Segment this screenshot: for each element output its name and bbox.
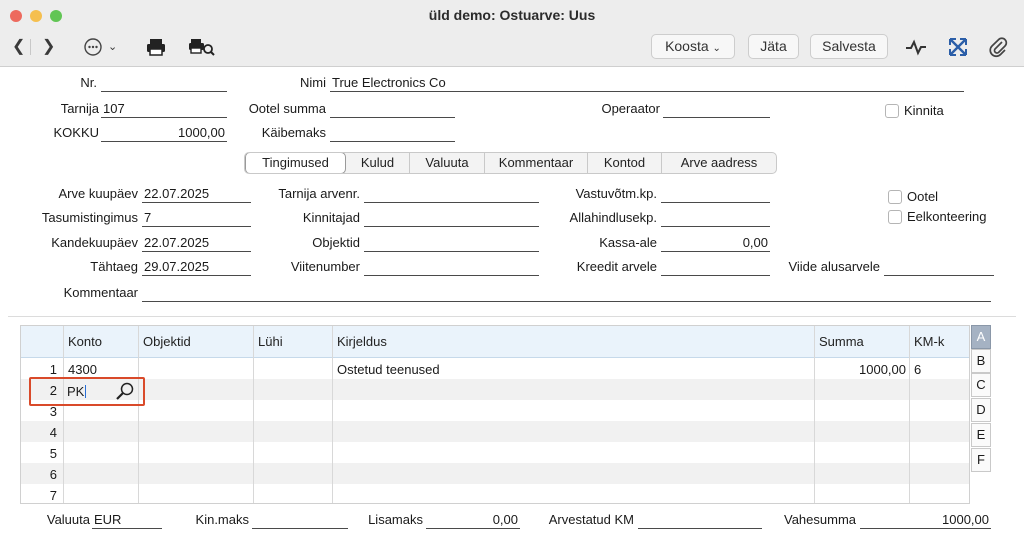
vastuvotm-label: Vastuvõtm.kp.	[575, 186, 657, 201]
row-number: 7	[49, 488, 57, 503]
column-divider	[253, 326, 254, 504]
arvestatud-km-field	[638, 512, 762, 529]
tarnija-field[interactable]: 107	[101, 101, 227, 118]
kassa-ale-label: Kassa-ale	[599, 235, 657, 250]
column-divider	[138, 326, 139, 504]
vastuvotm-field[interactable]	[661, 186, 770, 203]
kassa-ale-field[interactable]: 0,00	[661, 235, 770, 252]
kinnitajad-field[interactable]	[364, 210, 539, 227]
vahesumma-field: 1000,00	[860, 512, 991, 529]
viide-alusarvele-label: Viide alusarvele	[788, 259, 880, 274]
valuuta-field[interactable]: EUR	[92, 512, 162, 529]
kinnita-label: Kinnita	[904, 103, 944, 118]
kokku-field: 1000,00	[101, 125, 227, 142]
activity-icon[interactable]	[905, 38, 927, 56]
tasumistingimus-field[interactable]: 7	[142, 210, 251, 227]
tarnija-arvenr-label: Tarnija arvenr.	[278, 186, 360, 201]
kaibemaks-label: Käibemaks	[261, 125, 326, 140]
vahesumma-label: Vahesumma	[783, 512, 856, 527]
side-tab-b[interactable]: B	[971, 349, 991, 373]
tarnija-label: Tarnija	[60, 101, 99, 116]
nimi-field[interactable]: True Electronics Co	[330, 75, 964, 92]
lisamaks-field: 0,00	[426, 512, 520, 529]
kandekuupaev-field[interactable]: 22.07.2025	[142, 235, 251, 252]
koosta-button[interactable]: Koosta ⌄	[651, 34, 735, 59]
jata-button[interactable]: Jäta	[748, 34, 799, 59]
more-actions-icon[interactable]	[83, 37, 103, 57]
cell-summa[interactable]: 1000,00	[859, 362, 906, 377]
side-tab-a[interactable]: A	[971, 325, 991, 349]
kinmaks-field	[252, 512, 348, 529]
objektid-field[interactable]	[364, 235, 539, 252]
tab-kulud[interactable]: Kulud	[346, 153, 410, 173]
arve-kuupaev-label: Arve kuupäev	[58, 186, 138, 201]
eelkonteering-label: Eelkonteering	[907, 209, 987, 224]
kreedit-arvele-label: Kreedit arvele	[576, 259, 657, 274]
kaibemaks-field[interactable]	[330, 125, 455, 142]
row-number: 2	[49, 383, 57, 398]
table-row[interactable]	[21, 421, 970, 442]
tab-kontod[interactable]: Kontod	[588, 153, 662, 173]
row-number: 1	[49, 362, 57, 377]
row-number: 3	[49, 404, 57, 419]
section-divider	[8, 316, 1016, 317]
table-row[interactable]	[21, 442, 970, 463]
cell-konto[interactable]: 4300	[68, 362, 97, 377]
side-tab-d[interactable]: D	[971, 398, 991, 422]
kandekuupaev-label: Kandekuupäev	[51, 235, 138, 250]
divider	[30, 39, 31, 55]
window-title: üld demo: Ostuarve: Uus	[428, 7, 596, 23]
arve-kuupaev-field[interactable]: 22.07.2025	[142, 186, 251, 203]
column-divider	[63, 326, 64, 504]
nimi-label: Nimi	[300, 75, 326, 90]
column-divider	[814, 326, 815, 504]
cell-kirjeldus[interactable]: Ostetud teenused	[337, 362, 440, 377]
kreedit-arvele-field[interactable]	[661, 259, 770, 276]
table-row[interactable]	[21, 400, 970, 421]
allahindlus-field[interactable]	[661, 210, 770, 227]
tarnija-arvenr-field[interactable]	[364, 186, 539, 203]
print-preview-icon[interactable]	[188, 37, 216, 57]
tahtaeg-label: Tähtaeg	[90, 259, 138, 274]
tasumistingimus-label: Tasumistingimus	[41, 210, 138, 225]
tab-bar	[244, 152, 777, 174]
kinnitajad-label: Kinnitajad	[302, 210, 360, 225]
print-icon[interactable]	[145, 37, 167, 57]
tahtaeg-field[interactable]: 29.07.2025	[142, 259, 251, 276]
cell-kmk[interactable]: 6	[914, 362, 922, 377]
arvestatud-km-label: Arvestatud KM	[548, 512, 634, 527]
table-row[interactable]	[21, 463, 970, 484]
search-icon[interactable]	[115, 381, 135, 401]
kokku-label: KOKKU	[53, 125, 99, 140]
chevron-down-icon[interactable]: ⌄	[108, 41, 118, 53]
viide-alusarvele-field[interactable]	[884, 259, 994, 276]
side-tab-e[interactable]: E	[971, 423, 991, 447]
tab-kommentaar[interactable]: Kommentaar	[485, 153, 588, 173]
lisamaks-label: Lisamaks	[368, 512, 423, 527]
allahindlus-label: Allahindlusekp.	[569, 210, 657, 225]
operaator-field[interactable]	[663, 101, 770, 118]
kinnita-checkbox[interactable]	[885, 104, 899, 118]
table-row[interactable]	[21, 379, 970, 400]
row-number: 5	[49, 446, 57, 461]
ootel-checkbox[interactable]	[888, 190, 902, 204]
operaator-label: Operaator	[601, 101, 660, 116]
ootel-summa-label: Ootel summa	[248, 101, 326, 116]
tab-tingimused[interactable]: Tingimused	[245, 152, 346, 174]
ootel-summa-field[interactable]	[330, 101, 455, 118]
side-tab-f[interactable]: F	[971, 448, 991, 472]
eelkonteering-checkbox[interactable]	[888, 210, 902, 224]
salvesta-button[interactable]: Salvesta	[810, 34, 888, 59]
column-header-summa[interactable]: Summa	[819, 334, 864, 349]
tab-arve-aadress[interactable]: Arve aadress	[680, 155, 758, 170]
column-divider	[332, 326, 333, 504]
viitenumber-field[interactable]	[364, 259, 539, 276]
forward-icon[interactable]: ❯	[42, 38, 56, 55]
attachment-icon[interactable]	[988, 36, 1008, 58]
valuuta-label: Valuuta	[46, 512, 90, 527]
objektid-label: Objektid	[312, 235, 360, 250]
nr-field[interactable]	[101, 75, 227, 92]
nr-label: Nr.	[80, 75, 97, 90]
viitenumber-label: Viitenumber	[290, 259, 360, 274]
back-icon[interactable]: ❮	[12, 38, 26, 55]
column-header-konto[interactable]: Konto	[68, 334, 102, 349]
rows-grid	[20, 325, 970, 504]
row-number: 4	[49, 425, 57, 440]
row-number: 6	[49, 467, 57, 482]
column-header-kirjeldus[interactable]: Kirjeldus	[337, 334, 387, 349]
tab-valuuta[interactable]: Valuuta	[410, 153, 485, 173]
kommentaar-field[interactable]	[142, 285, 991, 302]
expand-icon[interactable]	[948, 37, 968, 57]
kinmaks-label: Kin.maks	[195, 512, 249, 527]
column-header-objektid[interactable]: Objektid	[143, 334, 191, 349]
konto-cell-input[interactable]: PK	[67, 384, 85, 399]
column-divider	[909, 326, 910, 504]
side-tab-c[interactable]: C	[971, 373, 991, 397]
ootel-label: Ootel	[907, 189, 939, 204]
column-header-luhi[interactable]: Lühi	[258, 334, 283, 349]
column-header-kmk[interactable]: KM-k	[914, 334, 945, 349]
table-row[interactable]	[21, 484, 970, 504]
kommentaar-label: Kommentaar	[63, 285, 138, 300]
